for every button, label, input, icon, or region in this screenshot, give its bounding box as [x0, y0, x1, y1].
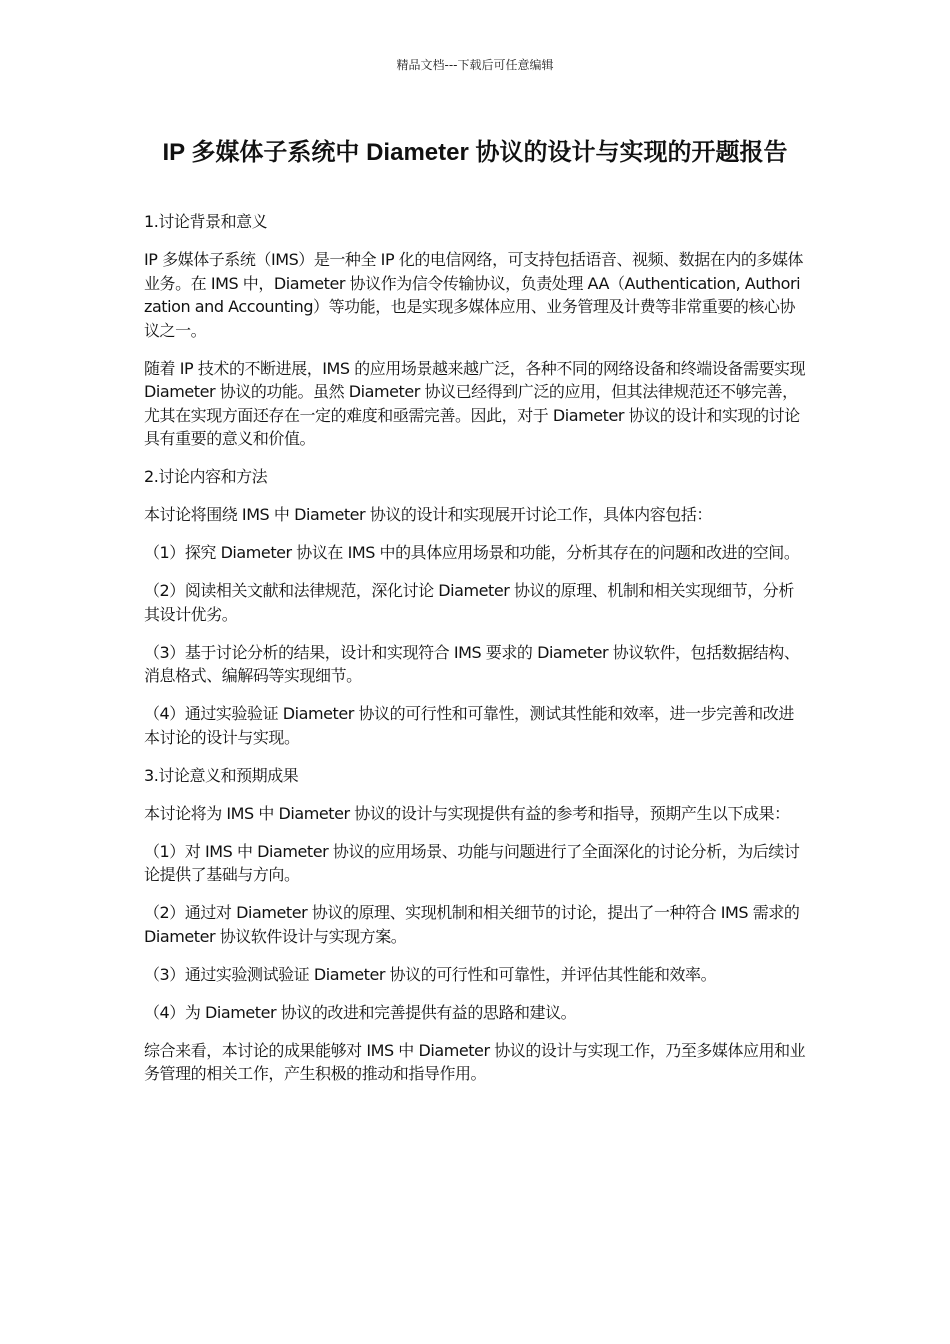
section-heading: 2.讨论内容和方法	[144, 467, 268, 486]
body-paragraph: 随着 IP 技术的不断进展，IMS 的应用场景越来越广泛，各种不同的网络设备和终端设备需要实现 Diameter 协议的功能。虽然 Diameter 协议已经得到广泛的应用，但其法律规范还不够完善，尤其在实现方面还存在一定的难度和亟需完善。因此，对于 Diameter 协议的设计和实现的讨论具有重要的意义和价值。	[144, 358, 806, 448]
list-item: （4）通过实验验证 Diameter 协议的可行性和可靠性，测试其性能和效率，进一步完善和改进本讨论的设计与实现。	[144, 704, 794, 747]
list-item: （1）对 IMS 中 Diameter 协议的应用场景、功能与问题进行了全面深化的讨论分析，为后续讨论提供了基础与方向。	[144, 841, 800, 884]
page-header: 精品文档---下载后可任意编辑	[396, 58, 554, 72]
list-item: （4）为 Diameter 协议的改进和完善提供有益的思路和建议。	[144, 1002, 577, 1022]
list-item: （3）通过实验测试验证 Diameter 协议的可行性和可靠性，并评估其性能和效率。	[144, 964, 717, 984]
list-item: （1）探究 Diameter 协议在 IMS 中的具体应用场景和功能，分析其存在的问题和改进的空间。	[144, 543, 800, 562]
list-item: （3）基于讨论分析的结果，设计和实现符合 IMS 要求的 Diameter 协议软件，包括数据结构、消息格式、编解码等实现细节。	[144, 642, 800, 685]
list-item: （2）阅读相关文献和法律规范，深化讨论 Diameter 协议的原理、机制和相关实现细节，分析其设计优劣。	[144, 581, 794, 624]
document-body	[144, 210, 808, 1100]
conclusion-paragraph: 综合来看，本讨论的成果能够对 IMS 中 Diameter 协议的设计与实现工作，乃至多媒体应用和业务管理的相关工作，产生积极的推动和指导作用。	[144, 1040, 806, 1083]
body-paragraph: 本讨论将围绕 IMS 中 Diameter 协议的设计和实现展开讨论工作，具体内容包括：	[144, 505, 712, 524]
body-paragraph: IP 多媒体子系统（IMS）是一种全 IP 化的电信网络，可支持包括语音、视频、数据在内的多媒体业务。在 IMS 中，Diameter 协议作为信令传输协议，负责处理 AA（Authentication, Authorization and Accounting）等功能，也是实现多媒体应用、业务管理及计费等非常重要的核心协议之一。	[144, 250, 804, 340]
list-item: （2）通过对 Diameter 协议的原理、实现机制和相关细节的讨论，提出了一种符合 IMS 需求的 Diameter 协议软件设计与实现方案。	[144, 903, 800, 946]
section-heading: 1.讨论背景和意义	[144, 212, 268, 231]
body-paragraph: 本讨论将为 IMS 中 Diameter 协议的设计与实现提供有益的参考和指导，预期产生以下成果：	[144, 803, 790, 823]
section-heading: 3.讨论意义和预期成果	[144, 765, 299, 785]
document-title: IP 多媒体子系统中 Diameter 协议的设计与实现的开题报告	[162, 139, 788, 166]
